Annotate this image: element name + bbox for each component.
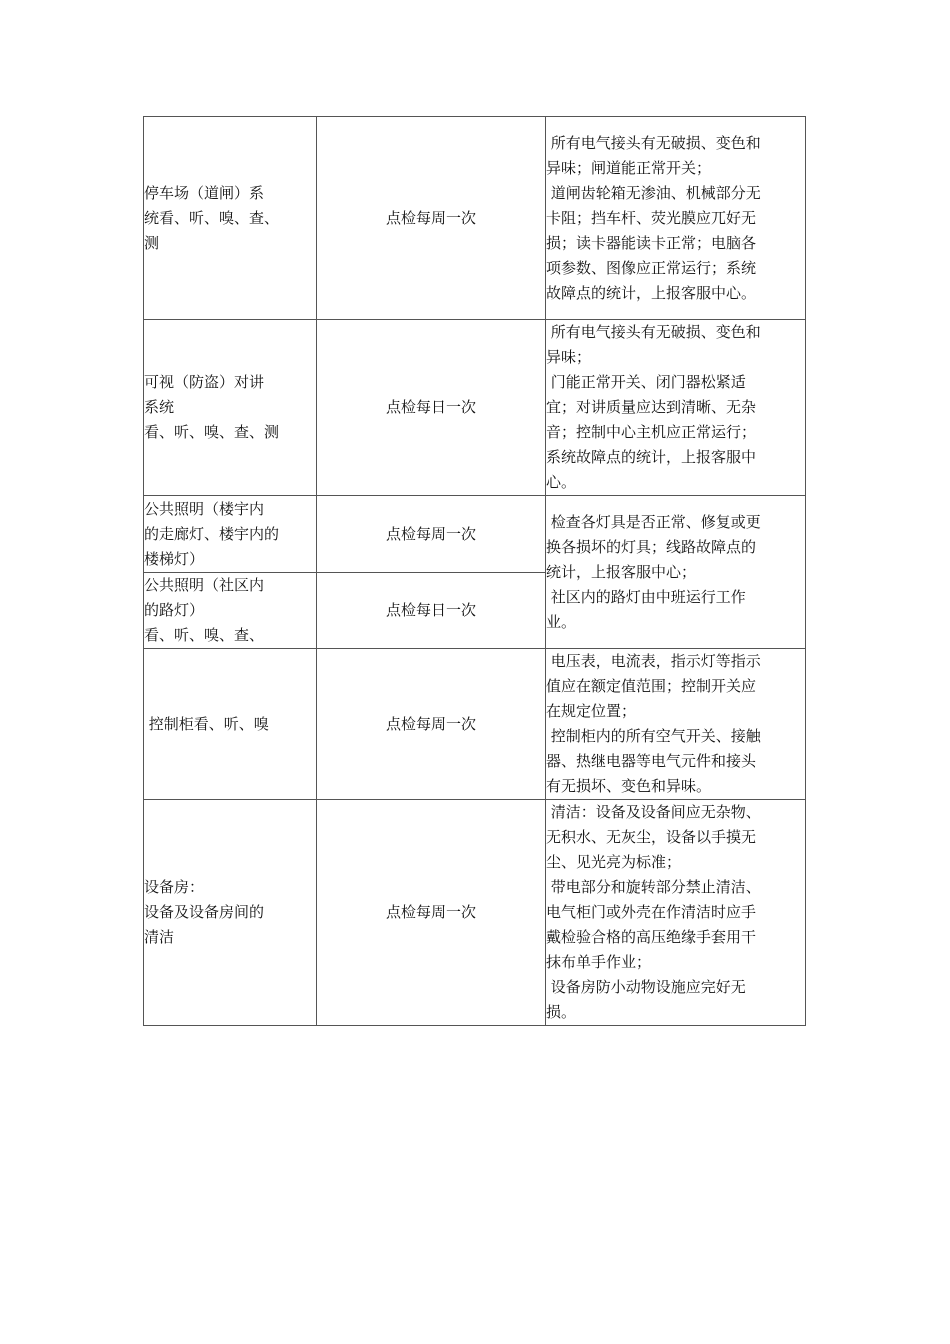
item-line: 停车场（道闸）系 — [144, 183, 265, 202]
item-line: 设备房： — [144, 878, 205, 896]
item-cell — [144, 573, 317, 649]
standard-line: 卡阻；挡车杆、荧光膜应兀好无 — [546, 208, 757, 227]
standard-cell — [546, 117, 806, 320]
item-line: 的路灯） — [144, 601, 205, 619]
standard-line: 电气柜门或外壳在作清洁时应手 — [546, 903, 757, 921]
standard-line: 带电部分和旋转部分禁止清洁、 — [546, 878, 761, 896]
standard-line: 损。 — [546, 1003, 577, 1021]
standard-line: 所有电气接头有无破损、变色和 — [546, 323, 761, 341]
standard-line: 抹布单手作业； — [546, 953, 652, 971]
standard-line: 换各损坏的灯具；线路故障点的 — [546, 537, 757, 556]
item-line: 可视（防盗）对讲 — [144, 373, 265, 391]
table-row — [144, 320, 806, 496]
standard-line: 有无损坏、变色和异味。 — [546, 777, 712, 795]
standard-line: 项参数、图像应正常运行；系统 — [546, 258, 757, 277]
frequency-cell: 点检每周一次 — [317, 800, 546, 1026]
standard-line: 值应在额定值范围；控制开关应 — [546, 677, 757, 695]
standard-line: 设备房防小动物设施应完好无 — [546, 978, 746, 996]
item-cell — [144, 117, 317, 320]
standard-line: 检查各灯具是否正常、修复或更 — [546, 512, 761, 531]
item-line: 楼梯灯） — [144, 549, 205, 568]
item-cell — [144, 320, 317, 496]
standard-line: 业。 — [546, 612, 577, 631]
frequency-cell: 点检每周一次 — [317, 649, 546, 800]
frequency-cell: 点检每日一次 — [317, 573, 546, 649]
standard-line: 电压表，电流表，指示灯等指示 — [546, 652, 761, 670]
item-line: 系统 — [144, 398, 175, 416]
table-row — [144, 496, 806, 573]
table-row — [144, 649, 806, 800]
item-line: 统看、听、嗅、查、 — [144, 208, 280, 227]
item-line: 设备及设备房间的 — [144, 903, 265, 921]
standard-line: 系统故障点的统计，上报客服中 — [546, 448, 757, 466]
item-line: 公共照明（楼宇内 — [144, 499, 265, 518]
standard-line: 在规定位置； — [546, 702, 637, 720]
item-cell — [144, 649, 317, 800]
standard-cell — [546, 320, 806, 496]
standard-line: 异味； — [546, 348, 592, 366]
standard-line: 无积水、无灰尘，设备以手摸无 — [546, 828, 757, 846]
standard-line: 所有电气接头有无破损、变色和 — [546, 133, 761, 152]
inspection-table — [143, 116, 806, 1026]
standard-cell — [546, 496, 806, 649]
standard-line: 道闸齿轮箱无渗油、机械部分无 — [546, 183, 761, 202]
standard-line: 戴检验合格的高压绝缘手套用干 — [546, 928, 757, 946]
frequency-cell: 点检每周一次 — [317, 496, 546, 573]
item-line: 公共照明（社区内 — [144, 576, 265, 594]
item-cell — [144, 496, 317, 573]
standard-line: 统计，上报客服中心； — [546, 562, 697, 581]
standard-cell — [546, 800, 806, 1026]
standard-line: 社区内的路灯由中班运行工作 — [546, 587, 746, 606]
item-line: 的走廊灯、楼宇内的 — [144, 524, 280, 543]
standard-line: 控制柜内的所有空气开关、接触 — [546, 727, 761, 745]
item-line: 测 — [144, 233, 160, 252]
standard-line: 清洁：设备及设备间应无杂物、 — [546, 803, 761, 821]
standard-cell — [546, 649, 806, 800]
standard-line: 宜；对讲质量应达到清晰、无杂 — [546, 398, 757, 416]
table-row — [144, 117, 806, 320]
standard-line: 音；控制中心主机应正常运行； — [546, 423, 757, 441]
standard-line: 心。 — [546, 473, 577, 491]
table-row — [144, 800, 806, 1026]
standard-line: 损；读卡器能读卡正常；电脑各 — [546, 233, 757, 252]
frequency-cell: 点检每周一次 — [317, 117, 546, 320]
standard-line: 器、热继电器等电气元件和接头 — [546, 752, 757, 770]
item-line: 控制柜看、听、嗅 — [144, 714, 269, 733]
frequency-cell: 点检每日一次 — [317, 320, 546, 496]
standard-line: 尘、见光亮为标准； — [546, 853, 682, 871]
standard-line: 故障点的统计，上报客服中心。 — [546, 283, 757, 302]
item-line: 清洁 — [144, 928, 175, 946]
item-line: 看、听、嗅、查、 — [144, 626, 265, 644]
standard-line: 异味；闸道能正常开关； — [546, 158, 712, 177]
standard-line: 门能正常开关、闭门器松紧适 — [546, 373, 746, 391]
item-cell — [144, 800, 317, 1026]
item-line: 看、听、嗅、查、测 — [144, 423, 280, 441]
